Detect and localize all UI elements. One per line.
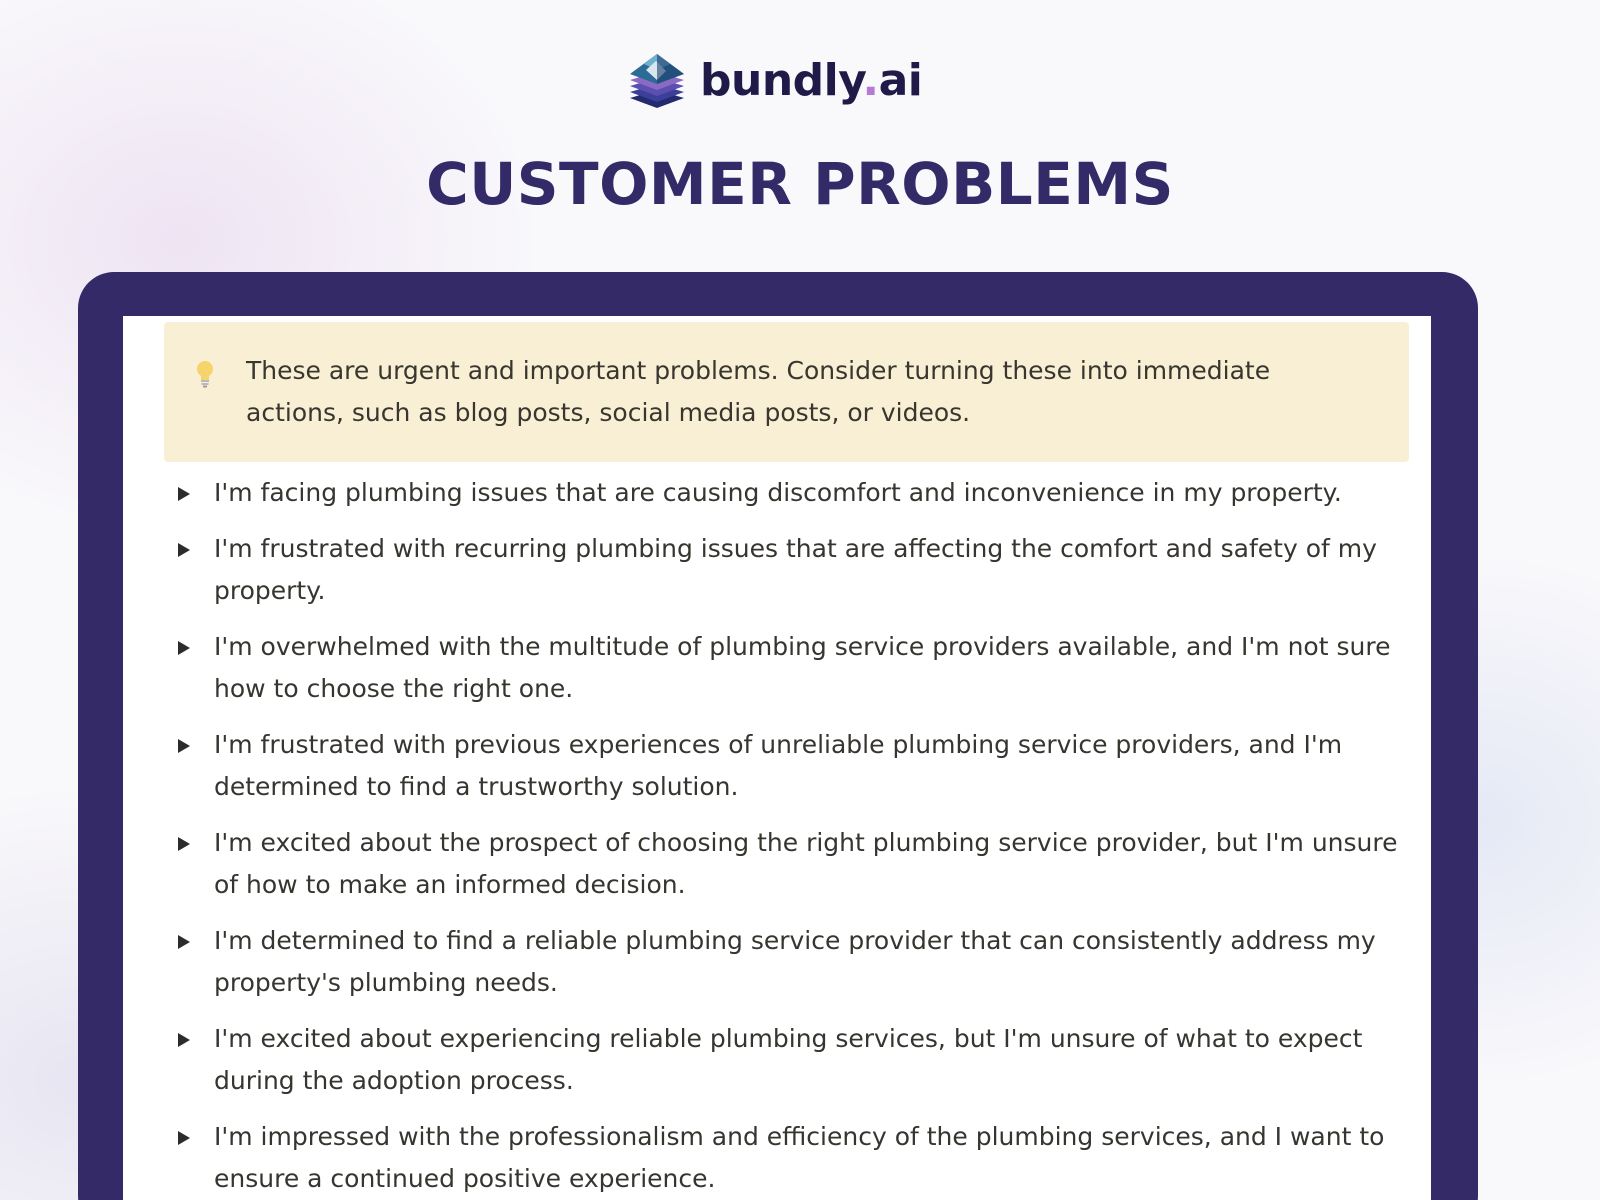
toggle-item[interactable] <box>178 1018 1418 1102</box>
toggle-item[interactable] <box>178 472 1418 514</box>
toggle-item-text: I'm overwhelmed with the multitude of plumbing service providers available, and I'm not sure how to choose the right one. <box>214 632 1391 703</box>
problems-list <box>178 472 1418 1200</box>
lightbulb-icon <box>194 360 216 388</box>
toggle-item-text: I'm frustrated with recurring plumbing issues that are affecting the comfort and safety of my property. <box>214 534 1377 605</box>
toggle-arrow-icon[interactable] <box>178 543 190 557</box>
toggle-item-text: I'm excited about experiencing reliable plumbing services, but I'm unsure of what to expect during the adoption process. <box>214 1024 1363 1095</box>
toggle-arrow-icon[interactable] <box>178 739 190 753</box>
brand-header <box>626 50 966 110</box>
toggle-arrow-icon[interactable] <box>178 1033 190 1047</box>
callout-text: These are urgent and important problems. Consider turning these into immediate actions, such as blog posts, social media posts, or videos. <box>246 356 1271 427</box>
stacked-layers-logo-icon <box>626 50 688 110</box>
brand-name-part1: bundly <box>700 54 863 106</box>
toggle-item[interactable] <box>178 626 1418 710</box>
brand-name <box>700 55 922 106</box>
brand-name-part2: ai <box>878 54 923 106</box>
toggle-item-text: I'm facing plumbing issues that are causing discomfort and inconvenience in my property. <box>214 478 1342 507</box>
toggle-arrow-icon[interactable] <box>178 1131 190 1145</box>
toggle-item-text: I'm determined to find a reliable plumbing service provider that can consistently address my property's plumbing needs. <box>214 926 1376 997</box>
brand-name-dot: . <box>862 54 879 106</box>
content-panel[interactable] <box>123 316 1431 1200</box>
callout-box <box>164 322 1409 462</box>
toggle-item-text: I'm frustrated with previous experiences of unreliable plumbing service providers, and I'm determined to find a trustworthy solution. <box>214 730 1343 801</box>
toggle-item[interactable] <box>178 920 1418 1004</box>
toggle-item-text: I'm impressed with the professionalism and efficiency of the plumbing services, and I want to ensure a continued positive experience. <box>214 1122 1385 1193</box>
toggle-arrow-icon[interactable] <box>178 487 190 501</box>
toggle-item[interactable] <box>178 724 1418 808</box>
toggle-arrow-icon[interactable] <box>178 837 190 851</box>
page-title: CUSTOMER PROBLEMS <box>426 150 1174 218</box>
toggle-arrow-icon[interactable] <box>178 935 190 949</box>
toggle-item-text: I'm excited about the prospect of choosing the right plumbing service provider, but I'm unsure of how to make an informed decision. <box>214 828 1398 899</box>
toggle-item[interactable] <box>178 528 1418 612</box>
toggle-arrow-icon[interactable] <box>178 641 190 655</box>
toggle-item[interactable] <box>178 822 1418 906</box>
toggle-item[interactable] <box>178 1116 1418 1200</box>
